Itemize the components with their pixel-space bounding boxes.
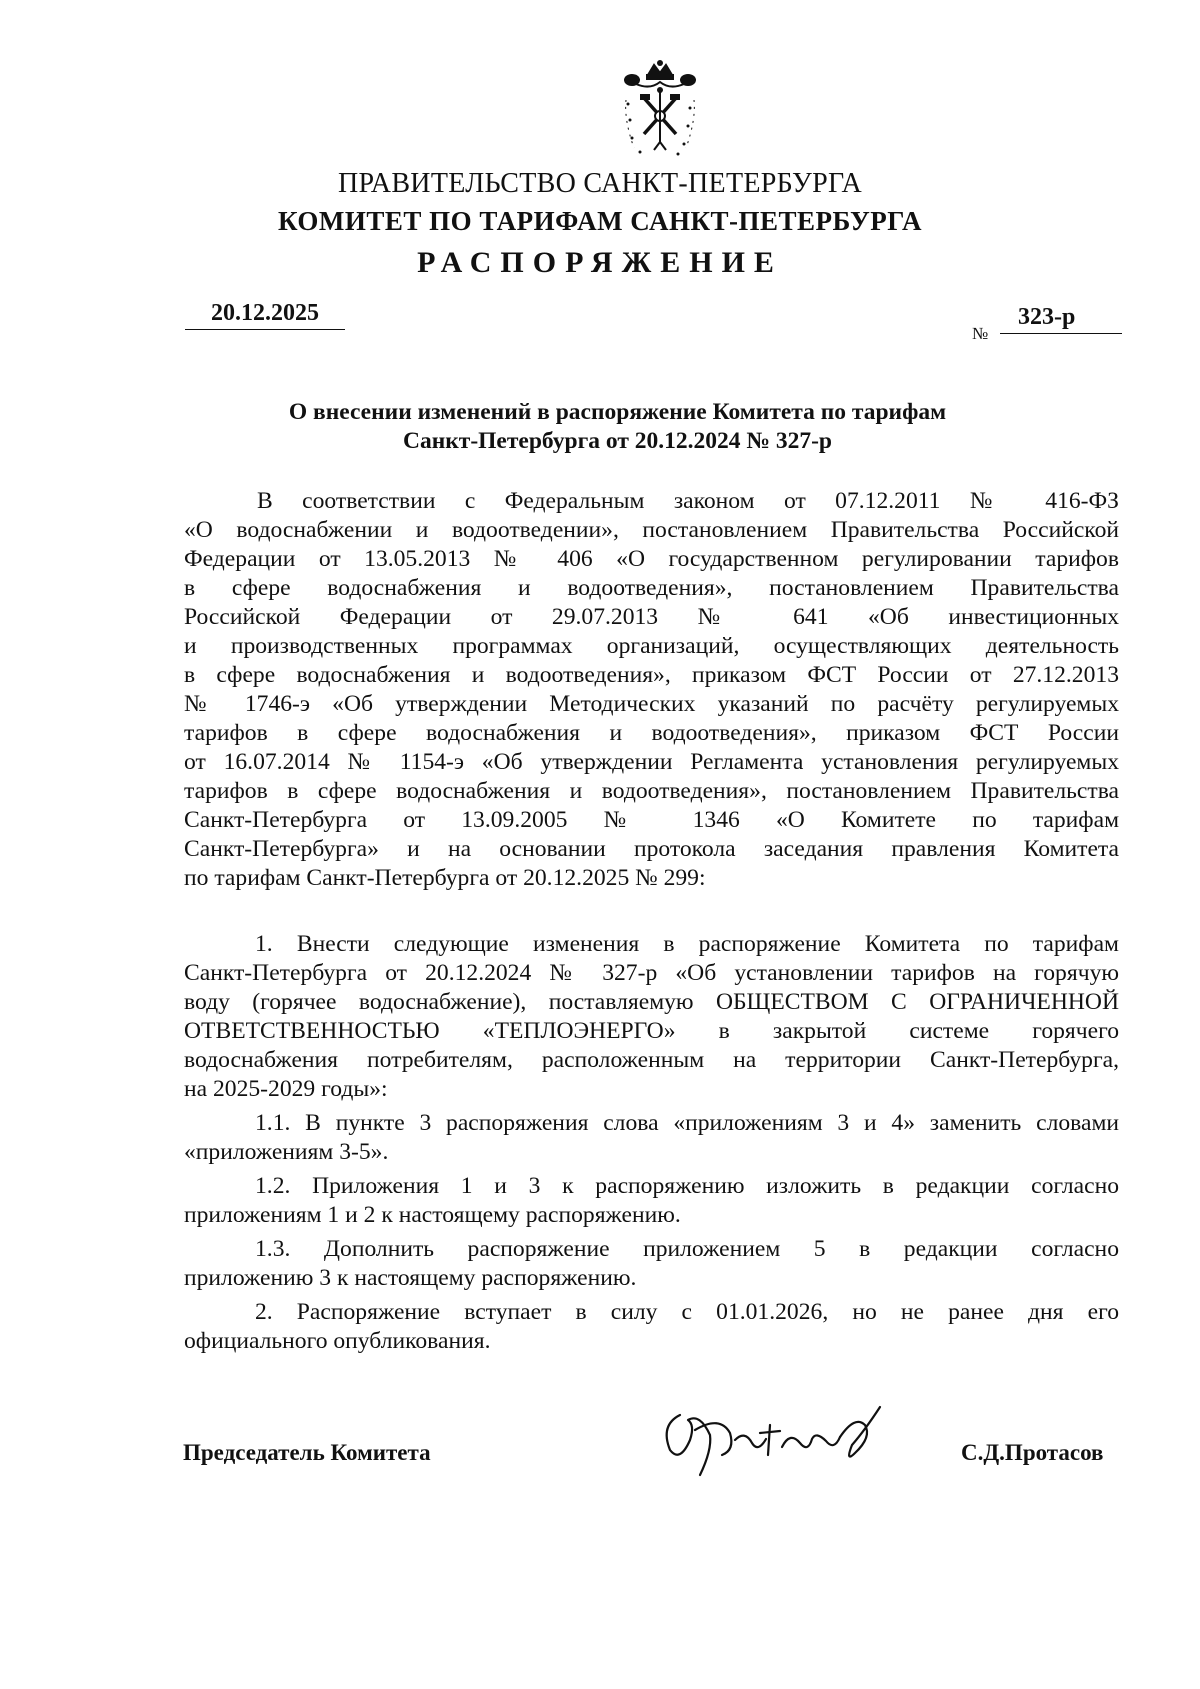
preamble-line: в сфере водоснабжения и водоотведения», приказом ФСТ России от 27.12.2013 bbox=[184, 662, 1119, 688]
preamble-line: и производственных программах организаций, осуществляющих деятельность bbox=[184, 633, 1119, 659]
item-1-1-line: 1.1. В пункте 3 распоряжения слова «приложениям 3 и 4» заменить словами bbox=[255, 1110, 1119, 1136]
preamble-line: № 1746-э «Об утверждении Методических указаний по расчёту регулируемых bbox=[184, 691, 1119, 717]
document-number-label: № bbox=[972, 324, 989, 343]
item-1-3-line: 1.3. Дополнить распоряжение приложением 5 в редакции согласно bbox=[255, 1236, 1119, 1262]
preamble-line: в сфере водоснабжения и водоотведения», постановлением Правительства bbox=[184, 575, 1119, 601]
title-line: Санкт-Петербурга от 20.12.2024 № 327-р bbox=[402, 428, 832, 454]
preamble-line: Российской Федерации от 29.07.2013 № 641 «Об инвестиционных bbox=[184, 604, 1119, 630]
preamble-line: В соответствии с Федеральным законом от 07.12.2011 № 416-ФЗ bbox=[257, 488, 1119, 514]
handwritten-signature bbox=[640, 1395, 900, 1485]
item-2-line: 2. Распоряжение вступает в силу с 01.01.2026, но не ранее дня его bbox=[255, 1299, 1119, 1325]
document-title bbox=[200, 398, 1035, 456]
preamble-line: от 16.07.2014 № 1154-э «Об утверждении Регламента установления регулируемых bbox=[184, 749, 1119, 775]
item-1-1-line: «приложениям 3-5». bbox=[184, 1139, 389, 1165]
item-1-line: 1. Внести следующие изменения в распоряжение Комитета по тарифам bbox=[255, 931, 1119, 957]
preamble-line: Федерации от 13.05.2013 № 406 «О государственном регулировании тарифов bbox=[184, 546, 1119, 572]
signatory-role: Председатель Комитета bbox=[183, 1440, 431, 1465]
coat-of-arms-icon bbox=[620, 60, 700, 160]
item-1-line: водоснабжения потребителям, расположенным на территории Санкт-Петербурга, bbox=[184, 1047, 1119, 1073]
document-date: 20.12.2025 bbox=[185, 300, 345, 330]
preamble-line: «О водоснабжении и водоотведении», постановлением Правительства Российской bbox=[184, 517, 1119, 543]
item-1-3-line: приложению 3 к настоящему распоряжению. bbox=[184, 1265, 637, 1291]
signatory-name: С.Д.Протасов bbox=[961, 1440, 1104, 1465]
item-2-line: официального опубликования. bbox=[184, 1328, 491, 1354]
preamble-line: по тарифам Санкт-Петербурга от 20.12.2025 № 299: bbox=[184, 865, 706, 891]
preamble-line: Санкт-Петербурга от 13.09.2005 № 1346 «О Комитете по тарифам bbox=[184, 807, 1119, 833]
preamble-line: тарифов в сфере водоснабжения и водоотведения», приказом ФСТ России bbox=[184, 720, 1119, 746]
item-1-line: воду (горячее водоснабжение), поставляемую ОБЩЕСТВОМ С ОГРАНИЧЕННОЙ bbox=[184, 989, 1119, 1015]
document-number: 323-р bbox=[1000, 304, 1122, 334]
committee-heading: КОМИТЕТ ПО ТАРИФАМ САНКТ-ПЕТЕРБУРГА bbox=[278, 206, 922, 236]
item-1-2-line: 1.2. Приложения 1 и 3 к распоряжению изложить в редакции согласно bbox=[255, 1173, 1119, 1199]
item-1-2-line: приложениям 1 и 2 к настоящему распоряжению. bbox=[184, 1202, 681, 1228]
title-line: О внесении изменений в распоряжение Комитета по тарифам bbox=[288, 399, 947, 425]
preamble-line: тарифов в сфере водоснабжения и водоотведения», постановлением Правительства bbox=[184, 778, 1119, 804]
government-heading: ПРАВИТЕЛЬСТВО САНКТ-ПЕТЕРБУРГА bbox=[338, 168, 862, 199]
item-1-line: на 2025-2029 годы»: bbox=[184, 1076, 388, 1102]
document-type-heading: РАСПОРЯЖЕНИЕ bbox=[417, 246, 783, 279]
item-1-line: ОТВЕТСТВЕННОСТЬЮ «ТЕПЛОЭНЕРГО» в закрытой системе горячего bbox=[184, 1018, 1119, 1044]
preamble-line: Санкт-Петербурга» и на основании протокола заседания правления Комитета bbox=[184, 836, 1119, 862]
item-1-line: Санкт-Петербурга от 20.12.2024 № 327-р «Об установлении тарифов на горячую bbox=[184, 960, 1119, 986]
